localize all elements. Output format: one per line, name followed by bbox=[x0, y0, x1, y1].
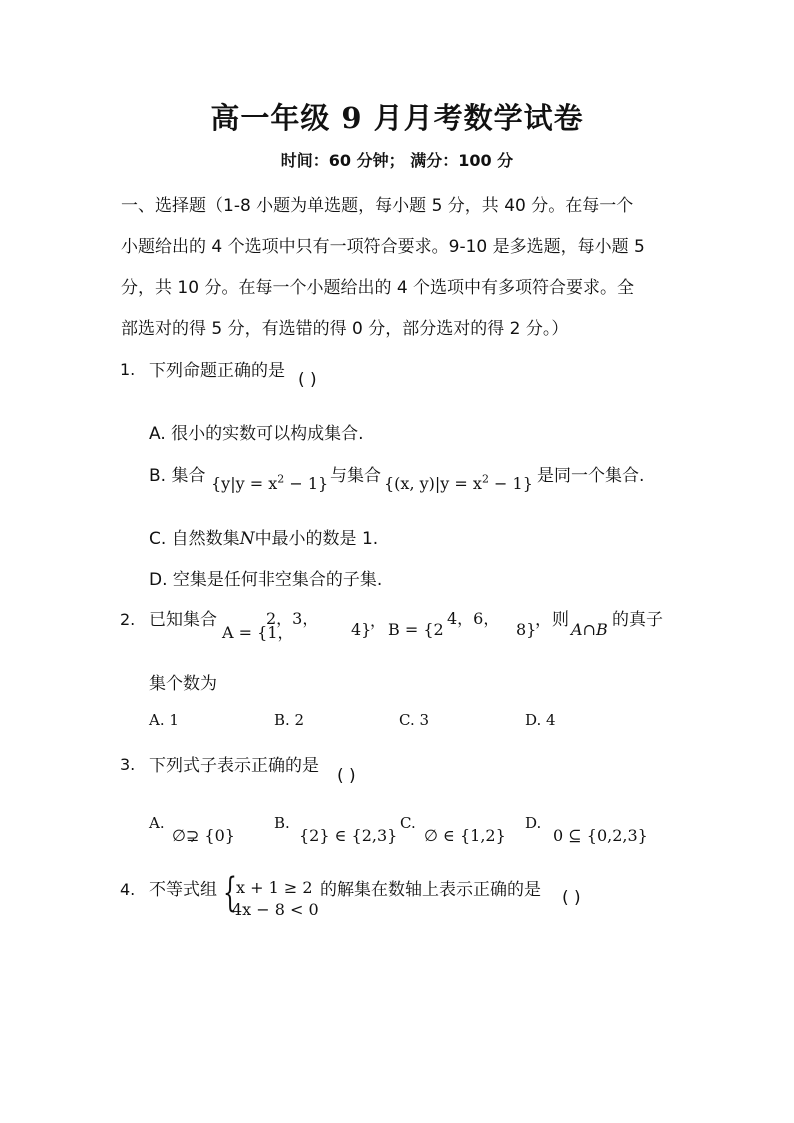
option-c-expression: ∅ ∈ {1,2} bbox=[424, 826, 506, 845]
instruction-line: 部选对的得 5 分，有选错的得 0 分，部分选对的得 2 分。） bbox=[121, 319, 569, 339]
option-a: A. 很小的实数可以构成集合. bbox=[149, 424, 364, 444]
question-number: 4. bbox=[120, 880, 136, 899]
question-stem: 下列命题正确的是 bbox=[149, 361, 285, 381]
instruction-line: 小题给出的 4 个选项中只有一项符合要求。9-10 是多选题，每小题 5 bbox=[121, 237, 645, 257]
question-stem: 已知集合 bbox=[149, 610, 217, 630]
set-b-end: 8} bbox=[516, 620, 537, 639]
question-stem: 的解集在数轴上表示正确的是 bbox=[320, 880, 541, 900]
option-b-label: B. 集合 bbox=[149, 466, 206, 486]
option-a-label: A. bbox=[149, 814, 165, 832]
option-b-label: B. bbox=[274, 814, 290, 832]
set-expression-part: {(x, y)|y = x bbox=[384, 474, 482, 493]
option-b-text: 与集合 bbox=[330, 466, 381, 486]
option-c bbox=[149, 524, 378, 549]
set-a-end: 4} bbox=[351, 620, 372, 639]
question-number: 3. bbox=[120, 755, 136, 774]
inequality-1: x + 1 ≥ 2 bbox=[236, 878, 313, 897]
option-c-text: C. 自然数集 bbox=[149, 529, 240, 549]
option-a-expression: ∅⊋ {0} bbox=[172, 826, 235, 845]
set-a: A = {1， bbox=[222, 623, 294, 642]
question-stem: 集个数为 bbox=[149, 674, 217, 694]
option-a: A. 1 bbox=[149, 711, 179, 729]
option-c: C. 3 bbox=[399, 711, 430, 729]
option-d-expression: 0 ⊆ {0,2,3} bbox=[553, 826, 648, 845]
option-c-label: C. bbox=[400, 814, 416, 832]
instruction-line: 分，共 10 分。在每一个小题给出的 4 个选项中有多项符合要求。全 bbox=[121, 278, 635, 298]
left-brace: { bbox=[223, 870, 237, 916]
option-b-expression: {2} ∈ {2,3} bbox=[299, 826, 398, 845]
exam-info: 时间：60 分钟； 满分：100 分 bbox=[280, 151, 514, 170]
exponent: 2 bbox=[481, 472, 489, 486]
set-expression-part: − 1} bbox=[488, 474, 533, 493]
intersection-expression: A∩B bbox=[571, 620, 608, 639]
section-instructions bbox=[121, 186, 681, 350]
set-expression bbox=[211, 474, 328, 493]
question-stem: ，则 bbox=[535, 610, 569, 630]
set-expression-part: − 1} bbox=[284, 474, 329, 493]
answer-blank: ( ) bbox=[337, 766, 356, 786]
option-b-text: 是同一个集合. bbox=[537, 466, 645, 486]
separator: ， bbox=[370, 611, 387, 630]
option-d: D. 空集是任何非空集合的子集. bbox=[149, 570, 383, 590]
exponent: 2 bbox=[277, 472, 285, 486]
question-number: 1. bbox=[120, 360, 136, 379]
set-a-elements: 2，3， bbox=[266, 609, 319, 628]
answer-blank: ( ) bbox=[562, 888, 581, 908]
question-stem: 下列式子表示正确的是 bbox=[149, 756, 319, 776]
question-stem: 的真子 bbox=[612, 610, 663, 630]
question-stem: 不等式组 bbox=[149, 880, 217, 900]
option-c-text: 中最小的数是 1. bbox=[254, 529, 379, 549]
set-expression bbox=[384, 474, 533, 493]
answer-blank: ( ) bbox=[298, 370, 317, 390]
page-title: 高一年级 9 月月考数学试卷 bbox=[210, 101, 584, 135]
variable: N bbox=[239, 529, 255, 549]
set-expression-part: {y|y = x bbox=[211, 474, 278, 493]
instruction-line: 一、选择题（1-8 小题为单选题，每小题 5 分，共 40 分。在每一个 bbox=[121, 196, 634, 216]
set-b: B = {2 bbox=[388, 620, 444, 639]
option-d: D. 4 bbox=[525, 711, 556, 729]
option-d-label: D. bbox=[525, 814, 542, 832]
set-b-elements: 4，6， bbox=[447, 609, 500, 628]
inequality-2: 4x − 8 < 0 bbox=[232, 900, 319, 919]
option-b: B. 2 bbox=[274, 711, 305, 729]
question-number: 2. bbox=[120, 610, 136, 629]
